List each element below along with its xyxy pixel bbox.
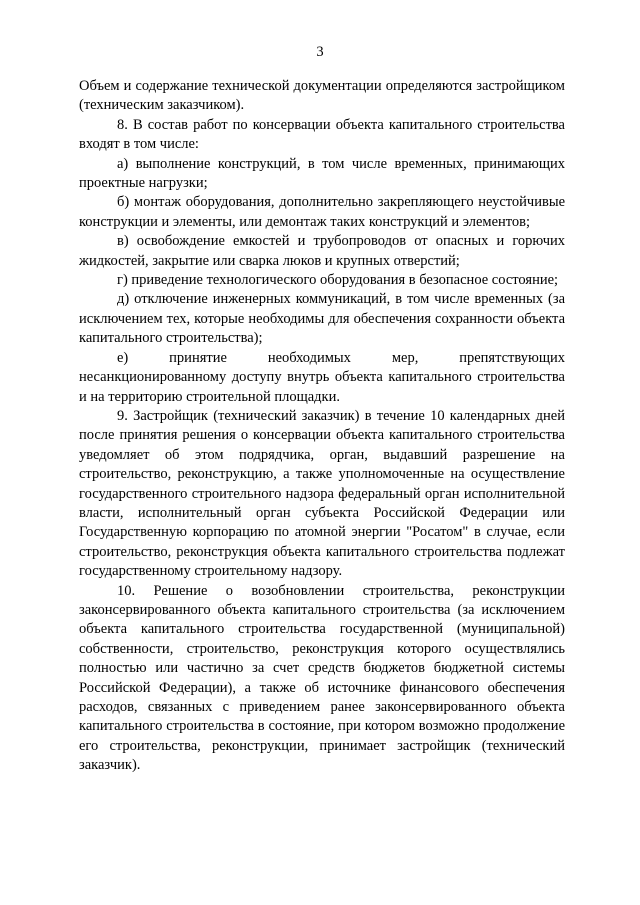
paragraph-8a: а) выполнение конструкций, в том числе временных, принимающих проектные нагрузки; <box>79 155 565 192</box>
paragraph-10: 10. Решение о возобновлении строительства, реконструкции законсервированного объекта капитального строительства (за исключением объекта капитального строительства государственной (муниципальной) собственности, строительство, реконструкция которого осуществлялись полностью или частично за счет средств бюджетов бюджетной системы Российской Федерации), а также об источнике финансового обеспечения расходов, связанных с приведением ранее законсервированного объекта капитального строительства в состояние, при котором возможно продолжение его строительства, реконструкции, принимает застройщик (технический заказчик). <box>79 582 565 774</box>
paragraph-8v: в) освобождение емкостей и трубопроводов от опасных и горючих жидкостей, закрытие или сварка люков и крупных отверстий; <box>79 233 565 269</box>
paragraph-9: 9. Застройщик (технический заказчик) в течение 10 календарных дней после принятия решения о консервации объекта капитального строительства уведомляет об этом подрядчика, орган, выдавший разрешение на строительство, реконструкцию, а также уполномоченные на осуществление государственного строительного надзора федеральный орган исполнительной власти, исполнительный орган субъекта Российской Федерации или Государственную корпорацию по атомной энергии "Росатом" в случае, если строительство, реконструкция объекта капитального строительства подлежат государственному строительному надзору. <box>79 407 565 580</box>
paragraph-8g: г) приведение технологического оборудования в безопасное состояние; <box>117 272 559 289</box>
paragraph-8d: д) отключение инженерных коммуникаций, в том числе временных (за исключением тех, которые необходимы для обеспечения сохранности объекта капитального строительства); <box>79 291 565 347</box>
paragraph-p1: Объем и содержание технической документации определяются застройщиком (техническим заказчиком). <box>79 78 565 114</box>
paragraph-8: 8. В состав работ по консервации объекта капитального строительства входят в том числе: <box>79 116 565 153</box>
page-number: 3 <box>316 44 324 60</box>
paragraph-8b: б) монтаж оборудования, дополнительно закрепляющего неустойчивые конструкции и элементы, или демонтаж таких конструкций и элементов; <box>79 194 565 230</box>
document-body <box>79 77 565 776</box>
paragraph-8e: е) принятие необходимых мер, препятствующих несанкционированному доступу внутрь объекта капитального строительства и на территорию строительной площадки. <box>79 349 565 405</box>
